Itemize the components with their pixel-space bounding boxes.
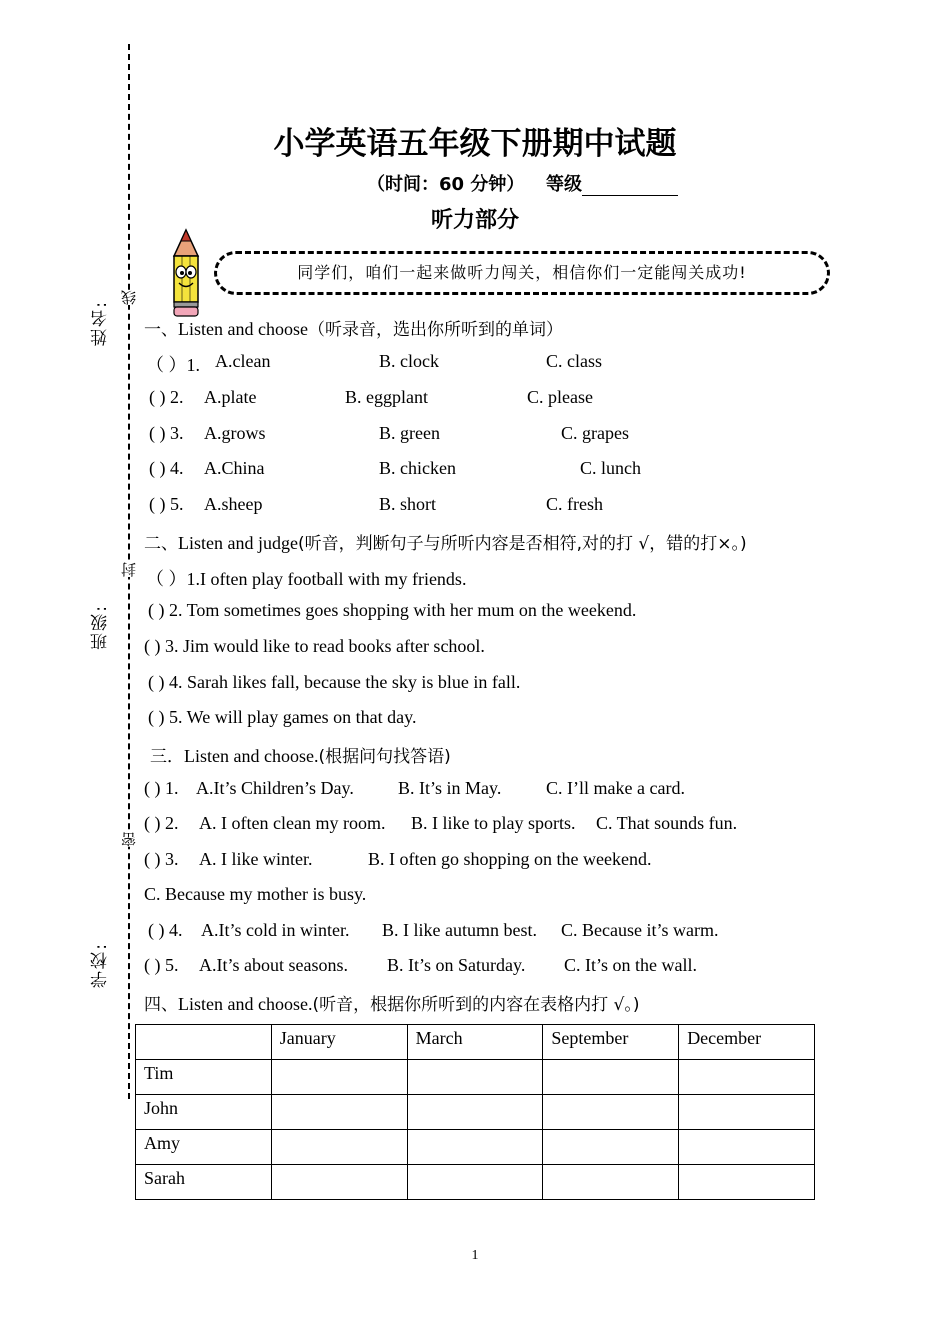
part4-heading-en: Listen and choose. [178, 994, 313, 1014]
option-b: B. eggplant [345, 387, 428, 407]
option-c: C. I’ll make a card. [546, 778, 685, 798]
option-a: A.plate [204, 387, 257, 407]
option-c: C. That sounds fun. [596, 813, 738, 833]
answer-cell[interactable] [679, 1130, 815, 1165]
option-a: A.China [204, 458, 265, 478]
part1-heading-cn: （听录音，选出你所听到的单词） [307, 320, 563, 340]
answer-cell[interactable] [679, 1060, 815, 1095]
judge-item[interactable]: ( ) 4. Sarah likes fall, because the sky is blue in fall. [148, 672, 521, 692]
part1-heading-en: Listen and choose [178, 319, 308, 339]
grade-label: 等级 [546, 174, 582, 195]
section-title: 听力部分 [430, 208, 519, 233]
answer-bracket[interactable]: （ ）1. [146, 355, 200, 375]
answer-bracket[interactable]: ( ) 3. [144, 849, 179, 869]
grade-field [546, 170, 678, 196]
answer-cell[interactable] [271, 1095, 407, 1130]
part3-heading [150, 742, 451, 767]
answer-bracket[interactable]: ( ) 1. [144, 778, 179, 798]
option-c: C. grapes [561, 423, 629, 443]
answer-bracket[interactable]: ( ) 5. [144, 955, 179, 975]
part3-heading-cn: (根据问句找答语) [318, 747, 451, 767]
option-b: B. green [379, 423, 440, 443]
part4-heading [144, 990, 639, 1015]
seal-mi-char: 密 [120, 832, 138, 847]
part2-heading-num: 二、 [144, 534, 178, 554]
part2-heading [144, 529, 747, 554]
option-a: A. I often clean my room. [199, 813, 386, 833]
answer-cell[interactable] [271, 1060, 407, 1095]
class-label: 班级: [91, 604, 111, 650]
part2-heading-en: Listen and judge [178, 533, 298, 553]
option-a: A.sheep [204, 494, 263, 514]
row-label: Tim [136, 1060, 272, 1095]
answer-cell[interactable] [543, 1165, 679, 1200]
option-a: A.It’s cold in winter. [201, 920, 350, 940]
answer-bracket[interactable]: ( ) 3. [149, 423, 184, 443]
name-label: 姓名: [91, 300, 111, 346]
option-c: C. fresh [546, 494, 603, 514]
table-header-row [136, 1025, 815, 1060]
part2-heading-cn: (听音，判断句子与所听内容是否相符,对的打 √，错的打×。) [297, 534, 747, 554]
answer-cell[interactable] [407, 1060, 543, 1095]
answer-cell[interactable] [271, 1130, 407, 1165]
part4-heading-num: 四、 [144, 995, 178, 1015]
option-c: C. Because my mother is busy. [144, 884, 367, 904]
table-header-cell: January [271, 1025, 407, 1060]
grade-blank[interactable] [582, 179, 678, 196]
seal-line-char: 线 [120, 290, 138, 305]
table-header-cell [136, 1025, 272, 1060]
school-label: 学校: [91, 942, 111, 988]
option-a: A. I like winter. [199, 849, 313, 869]
pencil-mascot-icon [166, 228, 206, 318]
part4-heading-cn: (听音，根据你所听到的内容在表格内打 √。) [312, 995, 640, 1015]
answer-cell[interactable] [271, 1165, 407, 1200]
seal-feng-char: 封 [120, 562, 138, 577]
answer-bracket[interactable]: ( ) 4. [148, 920, 183, 940]
judge-item[interactable]: （ ）1.I often play football with my friends. [146, 569, 467, 589]
option-b: B. chicken [379, 458, 456, 478]
table-row [136, 1165, 815, 1200]
option-b: B. short [379, 494, 437, 514]
option-b: B. I often go shopping on the weekend. [368, 849, 652, 869]
option-b: B. It’s on Saturday. [387, 955, 526, 975]
option-c: C. please [527, 387, 593, 407]
table-header-cell: September [543, 1025, 679, 1060]
answer-bracket[interactable]: ( ) 4. [149, 458, 184, 478]
page-title: 小学英语五年级下册期中试题 [273, 126, 677, 162]
option-a: A.clean [215, 351, 271, 371]
answer-cell[interactable] [679, 1165, 815, 1200]
answer-cell[interactable] [407, 1095, 543, 1130]
page-number: 1 [471, 1248, 479, 1263]
option-c: C. Because it’s warm. [561, 920, 719, 940]
answer-cell[interactable] [407, 1130, 543, 1165]
judge-item[interactable]: ( ) 2. Tom sometimes goes shopping with her mum on the weekend. [148, 600, 637, 620]
option-c: C. It’s on the wall. [564, 955, 697, 975]
row-label: Amy [136, 1130, 272, 1165]
row-label: Sarah [136, 1165, 272, 1200]
table-header-cell: December [679, 1025, 815, 1060]
judge-item[interactable]: ( ) 3. Jim would like to read books after school. [144, 636, 485, 656]
answer-bracket[interactable]: ( ) 2. [144, 813, 179, 833]
answer-bracket[interactable]: ( ) 5. [149, 494, 184, 514]
judge-item[interactable]: ( ) 5. We will play games on that day. [148, 707, 417, 727]
table-header-cell: March [407, 1025, 543, 1060]
option-c: C. class [546, 351, 602, 371]
row-label: John [136, 1095, 272, 1130]
encouragement-bubble: 同学们，咱们一起来做听力闯关，相信你们一定能闯关成功! [214, 251, 830, 295]
option-c: C. lunch [580, 458, 641, 478]
part1-heading-num: 一、 [144, 320, 178, 340]
answer-bracket[interactable]: ( ) 2. [149, 387, 184, 407]
option-a: A.It’s about seasons. [199, 955, 348, 975]
answer-cell[interactable] [543, 1095, 679, 1130]
answer-cell[interactable] [543, 1060, 679, 1095]
option-a: A.It’s Children’s Day. [196, 778, 354, 798]
part1-heading [144, 315, 563, 340]
table-row [136, 1095, 815, 1130]
answer-cell[interactable] [407, 1165, 543, 1200]
part3-heading-en: Listen and choose. [184, 746, 319, 766]
time-info: （时间：60 分钟） [367, 174, 525, 195]
table-row [136, 1060, 815, 1095]
table-row [136, 1130, 815, 1165]
option-b: B. I like to play sports. [411, 813, 576, 833]
option-b: B. I like autumn best. [382, 920, 537, 940]
option-b: B. It’s in May. [398, 778, 502, 798]
month-table [135, 1024, 815, 1200]
answer-cell[interactable] [679, 1095, 815, 1130]
option-b: B. clock [379, 351, 439, 371]
part3-heading-num: 三． [150, 747, 184, 767]
answer-cell[interactable] [543, 1130, 679, 1165]
option-a: A.grows [204, 423, 266, 443]
